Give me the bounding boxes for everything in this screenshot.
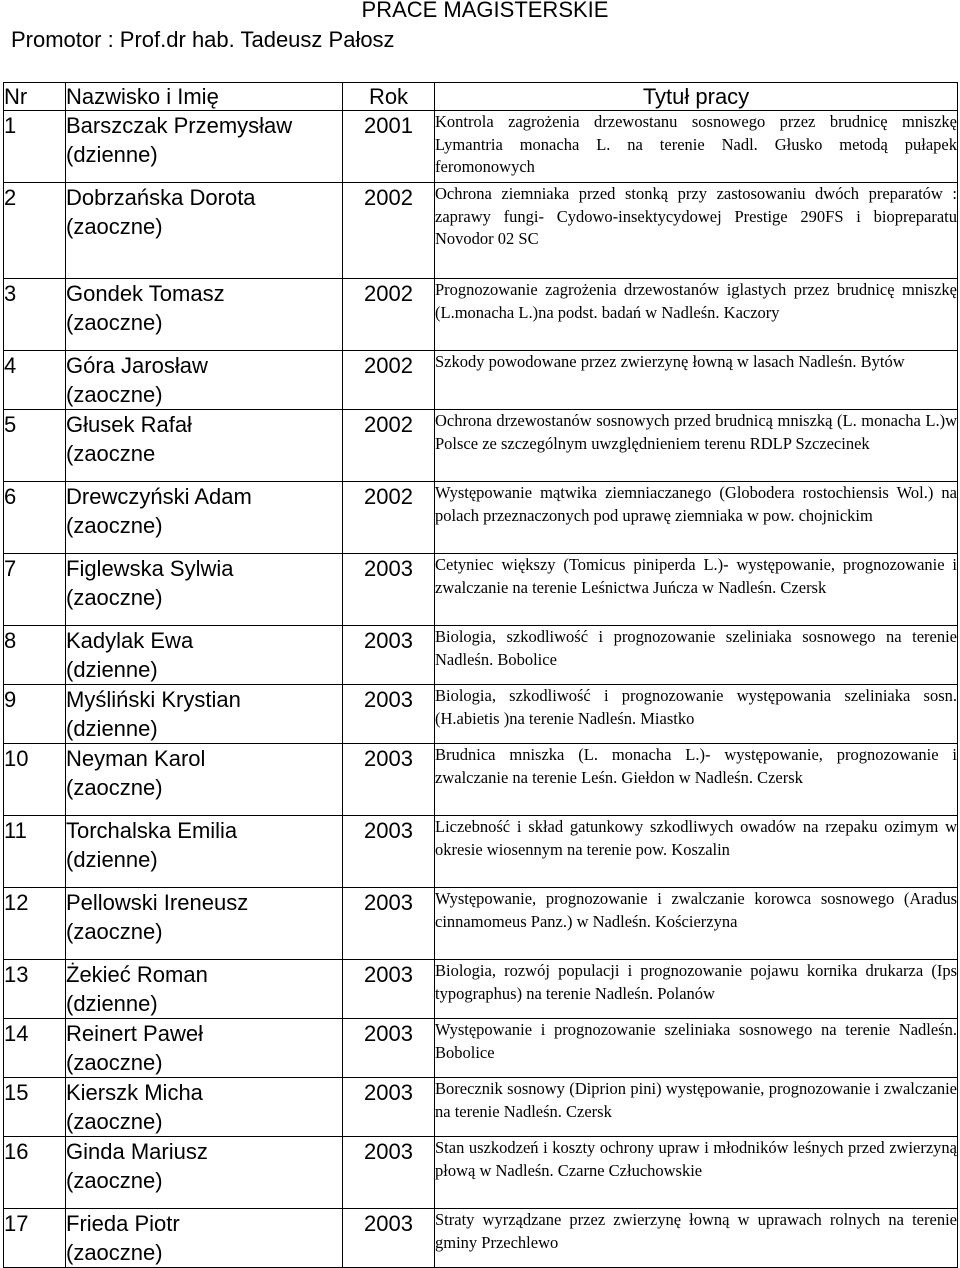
table-row (4, 888, 958, 960)
student-name: Barszczak Przemysław (66, 113, 293, 138)
year-cell: 2003 (343, 554, 435, 626)
table-row (4, 1019, 958, 1078)
year-cell: 2003 (343, 960, 435, 1019)
study-mode: (zaoczne) (66, 1050, 163, 1075)
column-header-nr: Nr (4, 83, 66, 111)
year-cell: 2003 (343, 1209, 435, 1268)
study-mode: (dzienne) (66, 847, 158, 872)
table-row (4, 410, 958, 482)
row-number: 16 (4, 1137, 66, 1209)
study-mode: (zaoczne) (66, 1109, 163, 1134)
student-name: Góra Jarosław (66, 353, 208, 378)
study-mode: (zaoczne) (66, 919, 163, 944)
row-number: 13 (4, 960, 66, 1019)
table-row (4, 1209, 958, 1268)
row-number: 4 (4, 351, 66, 410)
student-cell (66, 1137, 343, 1209)
thesis-title: Cetyniec większy (Tomicus piniperda L.)- występowanie, prognozowanie i zwalczanie na terenie Leśnictwa Juńcza w Nadleśn. Czersk (435, 554, 958, 626)
row-number: 11 (4, 816, 66, 888)
row-number: 2 (4, 183, 66, 279)
table-row (4, 1137, 958, 1209)
year-cell: 2002 (343, 410, 435, 482)
year-cell: 2003 (343, 888, 435, 960)
table-row (4, 279, 958, 351)
thesis-title: Borecznik sosnowy (Diprion pini) występowanie, prognozowanie i zwalczanie na terenie Nadleśn. Czersk (435, 1078, 958, 1137)
thesis-table (3, 82, 958, 1268)
thesis-title: Biologia, rozwój populacji i prognozowanie pojawu kornika drukarza (Ips typographus) na terenie Nadleśn. Polanów (435, 960, 958, 1019)
study-mode: (dzienne) (66, 991, 158, 1016)
thesis-title: Występowanie i prognozowanie szeliniaka sosnowego na terenie Nadleśn. Bobolice (435, 1019, 958, 1078)
row-number: 14 (4, 1019, 66, 1078)
table-row (4, 111, 958, 183)
study-mode: (dzienne) (66, 657, 158, 682)
row-number: 6 (4, 482, 66, 554)
student-cell (66, 111, 343, 183)
table-row (4, 816, 958, 888)
study-mode: (zaoczne) (66, 382, 163, 407)
table-row (4, 744, 958, 816)
student-cell (66, 279, 343, 351)
thesis-title: Prognozowanie zagrożenia drzewostanów iglastych przez brudnicę mniszkę (L.monacha L.)na podst. badań w Nadleśn. Kaczory (435, 279, 958, 351)
study-mode: (zaoczne) (66, 1240, 163, 1265)
table-row (4, 685, 958, 744)
student-cell (66, 816, 343, 888)
student-name: Frieda Piotr (66, 1211, 180, 1236)
student-cell (66, 960, 343, 1019)
thesis-title: Szkody powodowane przez zwierzynę łowną w lasach Nadleśn. Bytów (435, 351, 958, 410)
year-cell: 2003 (343, 626, 435, 685)
year-cell: 2002 (343, 183, 435, 279)
student-cell (66, 1209, 343, 1268)
student-name: Pellowski Ireneusz (66, 890, 249, 915)
thesis-title: Brudnica mniszka (L. monacha L.)- występowanie, prognozowanie i zwalczanie na terenie Leśn. Giełdon w Nadleśn. Czersk (435, 744, 958, 816)
student-cell (66, 626, 343, 685)
column-header-title: Tytuł pracy (435, 83, 958, 111)
student-name: Gondek Tomasz (66, 281, 225, 306)
row-number: 8 (4, 626, 66, 685)
student-name: Drewczyński Adam (66, 484, 252, 509)
thesis-title: Występowanie, prognozowanie i zwalczanie korowca sosnowego (Aradus cinnamomeus Panz.) w Nadleśn. Kościerzyna (435, 888, 958, 960)
thesis-title: Biologia, szkodliwość i prognozowanie szeliniaka sosnowego na terenie Nadleśn. Bobolice (435, 626, 958, 685)
thesis-title: Kontrola zagrożenia drzewostanu sosnowego przez brudnicę mniszkę Lymantria monacha L. na terenie Nadl. Głusko metodą pułapek feromonowych (435, 111, 958, 183)
year-cell: 2002 (343, 351, 435, 410)
row-number: 7 (4, 554, 66, 626)
row-number: 15 (4, 1078, 66, 1137)
table-header-row (4, 83, 958, 111)
student-name: Głusek Rafał (66, 412, 192, 437)
column-header-year: Rok (343, 83, 435, 111)
student-cell (66, 410, 343, 482)
study-mode: (zaoczne (66, 441, 156, 466)
table-row (4, 554, 958, 626)
student-cell (66, 744, 343, 816)
student-cell (66, 888, 343, 960)
row-number: 5 (4, 410, 66, 482)
study-mode: (zaoczne) (66, 214, 163, 239)
table-row (4, 1078, 958, 1137)
promotor-line: Promotor : Prof.dr hab. Tadeusz Pałosz (11, 27, 395, 52)
study-mode: (zaoczne) (66, 513, 163, 538)
year-cell: 2003 (343, 1137, 435, 1209)
year-cell: 2002 (343, 279, 435, 351)
student-name: Ginda Mariusz (66, 1139, 208, 1164)
year-cell: 2003 (343, 816, 435, 888)
year-cell: 2002 (343, 482, 435, 554)
column-header-name: Nazwisko i Imię (66, 83, 343, 111)
thesis-title: Liczebność i skład gatunkowy szkodliwych owadów na rzepaku ozimym w okresie wiosennym na terenie pow. Koszalin (435, 816, 958, 888)
student-cell (66, 1019, 343, 1078)
student-name: Figlewska Sylwia (66, 556, 234, 581)
study-mode: (zaoczne) (66, 775, 163, 800)
table-row (4, 482, 958, 554)
row-number: 3 (4, 279, 66, 351)
table-row (4, 183, 958, 279)
table-row (4, 351, 958, 410)
student-cell (66, 685, 343, 744)
row-number: 12 (4, 888, 66, 960)
row-number: 10 (4, 744, 66, 816)
thesis-title: Ochrona drzewostanów sosnowych przed brudnicą mniszką (L. monacha L.)w Polsce ze szczególnym uwzględnieniem terenu RDLP Szczecinek (435, 410, 958, 482)
table-row (4, 960, 958, 1019)
student-name: Torchalska Emilia (66, 818, 238, 843)
thesis-title: Ochrona ziemniaka przed stonką przy zastosowaniu dwóch preparatów : zaprawy fungi- Cydowo-insektycydowej Prestige 290FS i biopreparatu Novodor 02 SC (435, 183, 958, 279)
year-cell: 2003 (343, 1019, 435, 1078)
thesis-title: Biologia, szkodliwość i prognozowanie występowania szeliniaka sosn. (H.abietis )na terenie Nadleśn. Miastko (435, 685, 958, 744)
document-title: PRACE MAGISTERSKIE (361, 0, 609, 22)
student-name: Neyman Karol (66, 746, 206, 771)
table-body (4, 111, 958, 1268)
thesis-title: Występowanie mątwika ziemniaczanego (Globodera rostochiensis Wol.) na polach przeznaczonych pod uprawę ziemniaka w pow. chojnickim (435, 482, 958, 554)
study-mode: (zaoczne) (66, 310, 163, 335)
year-cell: 2003 (343, 744, 435, 816)
student-cell (66, 482, 343, 554)
study-mode: (zaoczne) (66, 585, 163, 610)
row-number: 9 (4, 685, 66, 744)
student-name: Kierszk Micha (66, 1080, 203, 1105)
student-name: Żekieć Roman (66, 962, 208, 987)
student-cell (66, 554, 343, 626)
student-name: Reinert Paweł (66, 1021, 203, 1046)
year-cell: 2001 (343, 111, 435, 183)
student-cell (66, 351, 343, 410)
year-cell: 2003 (343, 1078, 435, 1137)
student-name: Dobrzańska Dorota (66, 185, 256, 210)
study-mode: (dzienne) (66, 716, 158, 741)
row-number: 1 (4, 111, 66, 183)
student-name: Kadylak Ewa (66, 628, 194, 653)
student-cell (66, 1078, 343, 1137)
study-mode: (dzienne) (66, 142, 158, 167)
row-number: 17 (4, 1209, 66, 1268)
year-cell: 2003 (343, 685, 435, 744)
thesis-title: Stan uszkodzeń i koszty ochrony upraw i młodników leśnych przed zwierzyną płową w Nadleśn. Czarne Człuchowskie (435, 1137, 958, 1209)
study-mode: (zaoczne) (66, 1168, 163, 1193)
thesis-title: Straty wyrządzane przez zwierzynę łowną w uprawach rolnych na terenie gminy Przechlewo (435, 1209, 958, 1268)
student-name: Myśliński Krystian (66, 687, 241, 712)
table-row (4, 626, 958, 685)
student-cell (66, 183, 343, 279)
